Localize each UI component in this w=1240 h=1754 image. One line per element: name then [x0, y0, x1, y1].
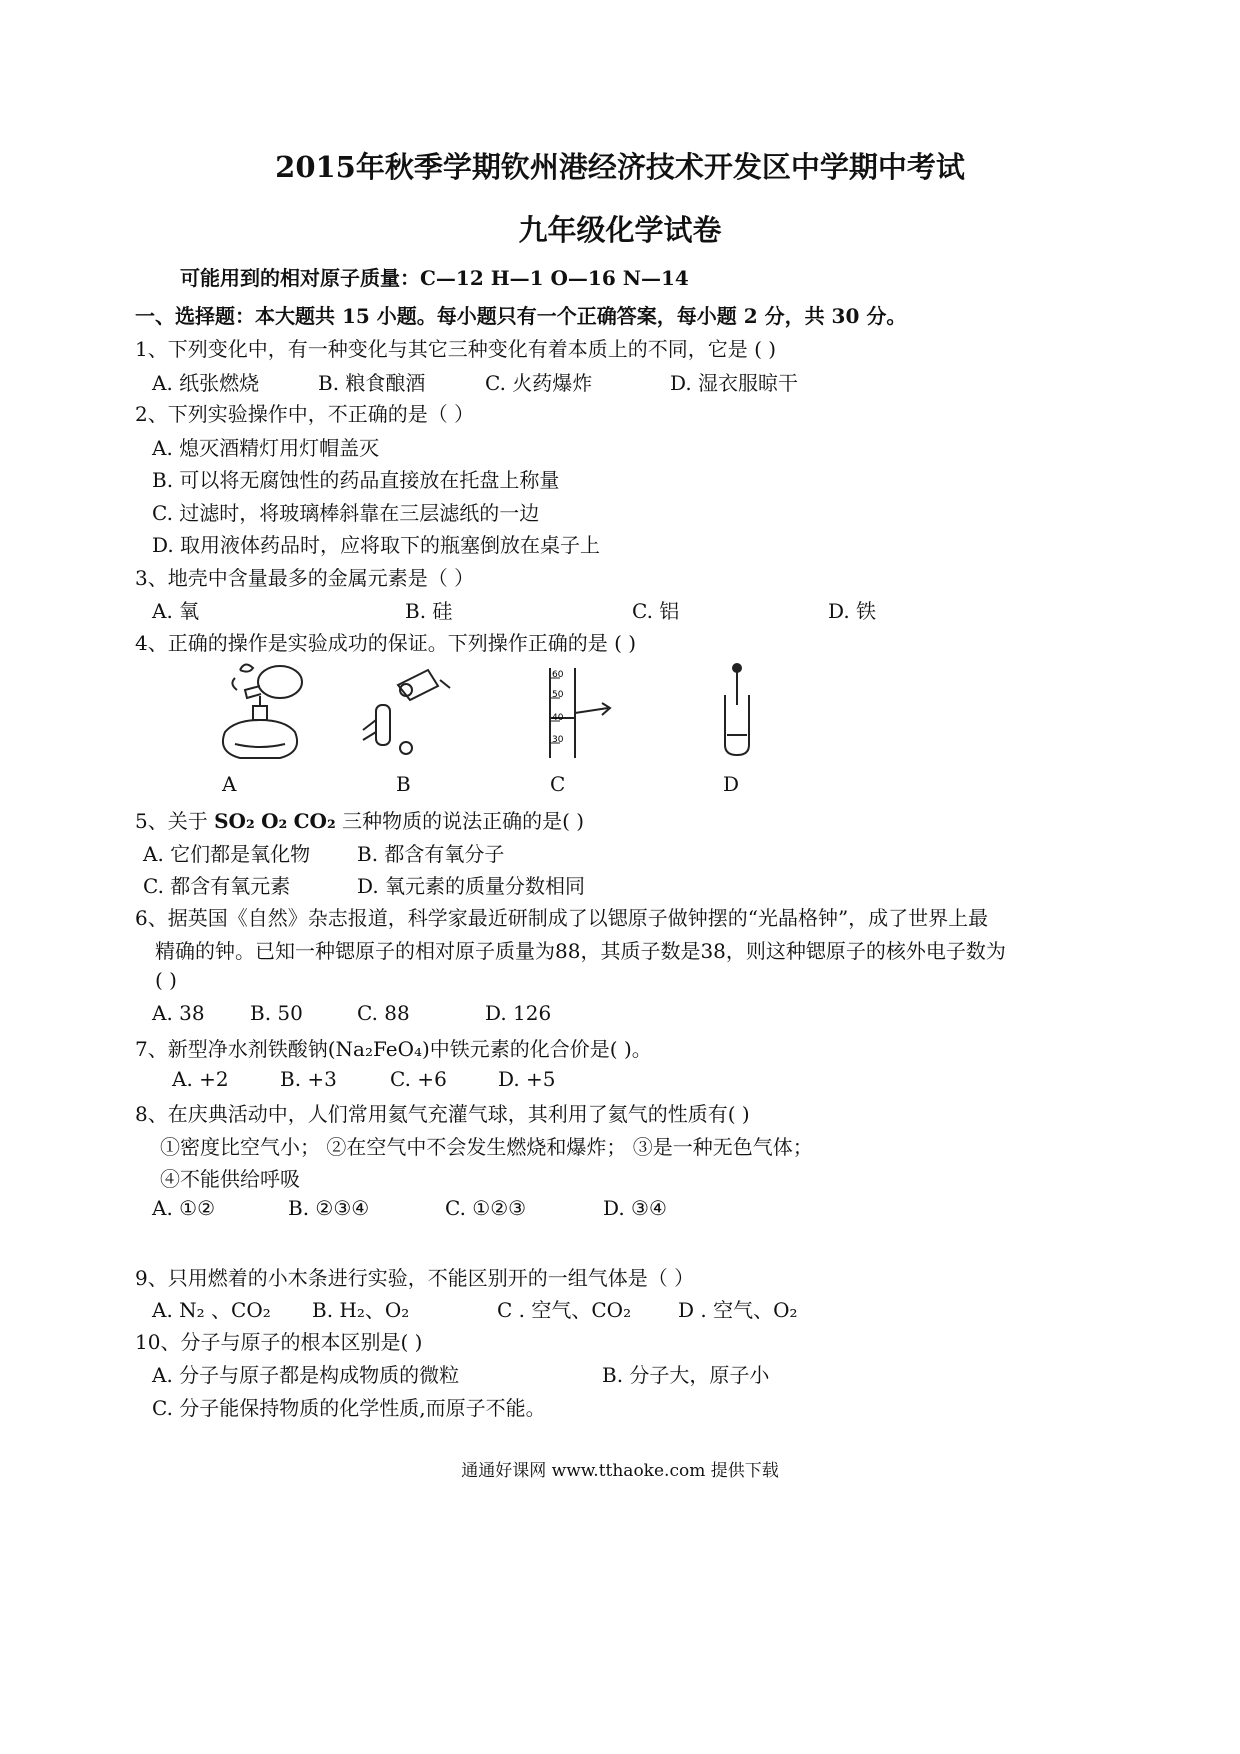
- q3-stem: 3、地壳中含量最多的金属元素是（ ）: [135, 566, 475, 590]
- q5-option-a: A. 它们都是氧化物: [143, 842, 311, 866]
- figure-c-graduated-cylinder: [530, 663, 620, 763]
- formula-co2: CO₂: [293, 809, 336, 833]
- q1-option-a: A. 纸张燃烧: [152, 371, 260, 395]
- q8-option-c: C. ①②③: [445, 1196, 527, 1220]
- exam-title: 2015年秋季学期钦州港经济技术开发区中学期中考试: [275, 150, 965, 184]
- section-1-heading: 一、选择题：本大题共 15 小题。每小题只有一个正确答案，每小题 2 分，共 30 分。: [135, 304, 907, 328]
- q10-option-a: A. 分子与原子都是构成物质的微粒: [152, 1363, 460, 1387]
- q8-properties-1: ①密度比空气小； ②在空气中不会发生燃烧和爆炸； ③是一种无色气体；: [160, 1135, 813, 1159]
- q4-label-c: C: [550, 772, 566, 796]
- atomic-masses: 可能用到的相对原子质量：C—12 H—1 O—16 N—14: [180, 266, 689, 290]
- q7-stem: 7、新型净水剂铁酸钠(Na₂FeO₄)中铁元素的化合价是( )。: [135, 1037, 652, 1061]
- scale-label-50: 50: [552, 690, 564, 700]
- q3-option-c: C. 铝: [632, 599, 680, 623]
- q3-option-a: A. 氧: [152, 599, 200, 623]
- q9-option-b: B. H₂、O₂: [312, 1298, 410, 1322]
- formula-o2: O₂: [261, 809, 288, 833]
- q5-option-d: D. 氧元素的质量分数相同: [357, 874, 586, 898]
- q8-option-a: A. ①②: [152, 1196, 216, 1220]
- q3-option-d: D. 铁: [828, 599, 877, 623]
- q2-stem: 2、下列实验操作中，不正确的是（ ）: [135, 402, 475, 426]
- q5-stem-suffix: 三种物质的说法正确的是( ): [335, 809, 585, 833]
- q8-properties-2: ④不能供给呼吸: [160, 1167, 300, 1191]
- q5-stem-prefix: 5、关于: [135, 809, 215, 833]
- exam-subtitle: 九年级化学试卷: [518, 213, 722, 247]
- figure-a-alcohol-lamp: [205, 660, 315, 765]
- q2-option-c: C. 过滤时，将玻璃棒斜靠在三层滤纸的一边: [152, 501, 540, 525]
- q7-option-b: B. +3: [280, 1067, 337, 1091]
- q7-option-d: D. +5: [498, 1067, 556, 1091]
- q1-option-c: C. 火药爆炸: [485, 371, 593, 395]
- figure-d-test-tube-dropper: [715, 660, 760, 760]
- q4-label-d: D: [723, 772, 740, 796]
- q4-stem: 4、正确的操作是实验成功的保证。下列操作正确的是 ( ): [135, 631, 637, 655]
- q7-option-a: A. +2: [172, 1067, 229, 1091]
- footer-source: 通通好课网 www.tthaoke.com 提供下载: [461, 1461, 779, 1481]
- q5-option-b: B. 都含有氧分子: [357, 842, 505, 866]
- q8-stem: 8、在庆典活动中，人们常用氦气充灌气球，其利用了氦气的性质有( ): [135, 1102, 750, 1126]
- scale-label-40: 40: [552, 713, 564, 723]
- q9-option-a: A. N₂ 、CO₂: [152, 1298, 271, 1322]
- q4-label-b: B: [396, 772, 411, 796]
- q5-option-c: C. 都含有氧元素: [143, 874, 291, 898]
- q6-option-a: A. 38: [152, 1001, 205, 1025]
- scale-label-30: 30: [552, 735, 564, 745]
- formula-so2: SO₂: [214, 809, 255, 833]
- scale-label-60: 60: [552, 670, 564, 680]
- q6-option-c: C. 88: [357, 1001, 410, 1025]
- figure-b-adding-solid: [358, 660, 458, 760]
- q2-option-a: A. 熄灭酒精灯用灯帽盖灭: [152, 436, 380, 460]
- q8-option-d: D. ③④: [603, 1196, 667, 1220]
- q7-option-c: C. +6: [390, 1067, 447, 1091]
- q6-line-3: ( ): [155, 968, 177, 992]
- q3-option-b: B. 硅: [405, 599, 453, 623]
- q10-option-b: B. 分子大，原子小: [602, 1363, 770, 1387]
- q10-option-c: C. 分子能保持物质的化学性质,而原子不能。: [152, 1396, 546, 1420]
- q5-stem: [135, 805, 584, 834]
- q6-option-b: B. 50: [250, 1001, 303, 1025]
- q9-option-c: C . 空气、CO₂: [497, 1298, 632, 1322]
- q9-stem: 9、只用燃着的小木条进行实验，不能区别开的一组气体是（ ）: [135, 1266, 695, 1290]
- q4-label-a: A: [222, 772, 237, 796]
- q1-stem: 1、下列变化中，有一种变化与其它三种变化有着本质上的不同，它是 ( ): [135, 337, 777, 361]
- q6-line-1: 6、据英国《自然》杂志报道，科学家最近研制成了以锶原子做钟摆的“光晶格钟”，成了世界上最: [135, 906, 989, 930]
- q6-line-2: 精确的钟。已知一种锶原子的相对原子质量为88，其质子数是38，则这种锶原子的核外电子数为: [155, 939, 1006, 963]
- q2-option-d: D. 取用液体药品时，应将取下的瓶塞倒放在桌子上: [152, 533, 601, 557]
- q6-option-d: D. 126: [485, 1001, 552, 1025]
- q8-option-b: B. ②③④: [288, 1196, 370, 1220]
- q1-option-d: D. 湿衣服晾干: [670, 371, 799, 395]
- q10-stem: 10、分子与原子的根本区别是( ): [135, 1330, 423, 1354]
- q2-option-b: B. 可以将无腐蚀性的药品直接放在托盘上称量: [152, 468, 560, 492]
- q9-option-d: D . 空气、O₂: [678, 1298, 798, 1322]
- q1-option-b: B. 粮食酿酒: [318, 371, 426, 395]
